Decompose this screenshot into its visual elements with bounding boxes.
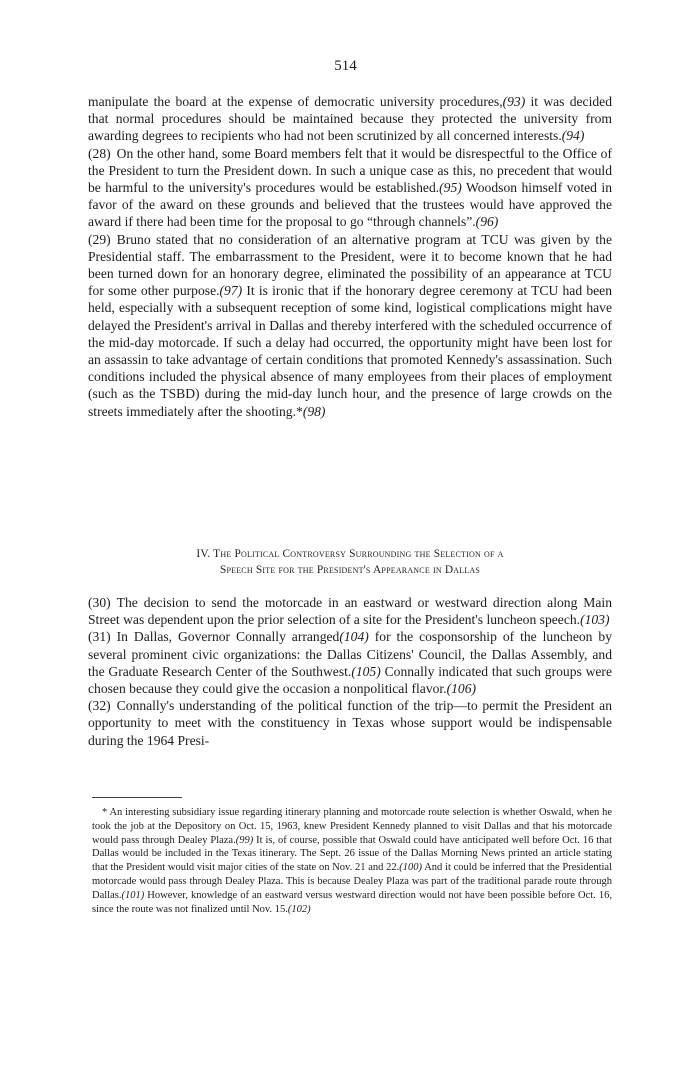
paragraph-number: (32) (88, 698, 111, 714)
paragraph-number: (28) (88, 145, 111, 161)
section-heading-line-1: IV. The Political Controversy Surrounding the Selection of a (196, 548, 504, 560)
section-heading-line-2: Speech Site for the President's Appearance in Dallas (219, 564, 481, 576)
paragraph-text: Connally's understanding of the political function of the trip—to permit the President an opportunity to meet with the constituency in Texas whose support would be indispensable during the 1964 Presi- (88, 698, 612, 748)
paragraph-text: for the cosponsorship of the luncheon by several prominent civic organizations: the Dallas Citizens' Council, the Dallas Assembly, and the Graduate Research Center of the Southwest. (88, 629, 612, 679)
paragraph-31 (88, 628, 612, 697)
citation-104: (104) (339, 629, 369, 645)
intro-text-2: it was decided that normal procedures should be maintained because they protected the university from awarding degrees to recipients who had not been scrutinized by all concerned interests. (88, 94, 612, 144)
paragraph-29 (88, 231, 612, 420)
paragraph-32 (88, 697, 612, 749)
paragraph-text: Connally indicated that such groups were chosen because they could give the occasion a nonpolitical flavor. (88, 663, 612, 697)
citation-100: (100) (399, 862, 423, 874)
paragraph-text: Bruno stated that no consideration of an alternative program at TCU was given by the Presidential staff. The embarrassment to the President, were it to become known that he had been turned down for an honorary degree, eliminated the possibility of an appearance at TCU for some other purpose. (88, 231, 612, 299)
paragraph-30 (88, 594, 612, 628)
section-heading (88, 546, 612, 578)
footnote-text: * An interesting subsidiary issue regarding itinerary planning and motorcade route selection is whether Oswald, when he took the job at the Depository on Oct. 15, 1963, knew President Kennedy planned to visit Dallas and that his motorcade would pass through Dealey Plaza. (92, 807, 612, 846)
footnote-text: However, knowledge of an eastward versus westward direction would not have been possible before Oct. 16, since the route was not finalized until Nov. 15. (92, 889, 612, 915)
paragraph-number: (31) (88, 629, 111, 645)
paragraph-number: (29) (88, 231, 111, 247)
paragraph-text: It is ironic that if the honorary degree ceremony at TCU had been held, especially with a subsequent reception of some kind, logistical complications might have delayed the President's arrival in Dallas and thereby interfered with the scheduled occurrence of the mid-day motorcade. If such a delay had occurred, the opportunity might have been lost for an assassin to take advantage of certain conditions that promoted Kennedy's assassination. Such conditions included the physical absence of many employees from their places of employment (such as the TSBD) during the mid-day lunch hour, and the presence of large crowds on the streets immediately after the shooting.* (88, 283, 612, 419)
intro-paragraph (88, 93, 612, 145)
footnote-divider (92, 797, 182, 798)
citation-102: (102) (287, 903, 311, 915)
citation-98: (98) (302, 403, 326, 419)
footnote-text: It is, of course, possible that Oswald could have anticipated well before Oct. 16 that Dallas would be included in the Texas itinerary. The Sept. 26 issue of the Dallas Morning News printed an article stating that the President would visit major cities of the state on Nov. 21 and 22. (92, 834, 612, 874)
citation-93: (93) (502, 94, 526, 109)
citation-103: (103) (580, 612, 610, 628)
paragraph-text: The decision to send the motorcade in an eastward or westward direction along Main Street was dependent upon the prior selection of a site for the President's luncheon speech. (88, 595, 612, 628)
citation-97: (97) (219, 283, 243, 299)
paragraph-text: In Dallas, Governor Connally arranged (116, 629, 340, 645)
citation-99: (99) (235, 834, 254, 846)
citation-106: (106) (446, 681, 477, 697)
main-text (88, 93, 612, 420)
footnote-text: And it could be inferred that the Presidential motorcade would pass through Dealey Plaza. This is because Dealey Plaza was part of the traditional parade route through Dallas. (92, 862, 613, 901)
footnote (92, 806, 612, 916)
paragraph-text: Woodson himself voted in favor of the award on these grounds and believed that the trustees would have approved the award if there had been time for the proposal to go “through channels”. (88, 180, 612, 230)
intro-text-1: manipulate the board at the expense of democratic university procedures, (88, 94, 503, 109)
paragraph-28 (88, 145, 612, 231)
page-number: 514 (334, 58, 357, 74)
citation-101: (101) (121, 889, 145, 901)
citation-105: (105) (351, 663, 381, 679)
citation-95: (95) (439, 180, 462, 196)
paragraph-text: On the other hand, some Board members felt that it would be disrespectful to the Office of the President to turn the President down. In such a unique case as this, no precedent that would be harmful to the university's procedures would be established. (88, 145, 612, 196)
paragraph-number: (30) (88, 595, 111, 610)
citation-96: (96) (475, 214, 499, 230)
section-text (88, 594, 612, 749)
citation-94: (94) (561, 128, 585, 144)
